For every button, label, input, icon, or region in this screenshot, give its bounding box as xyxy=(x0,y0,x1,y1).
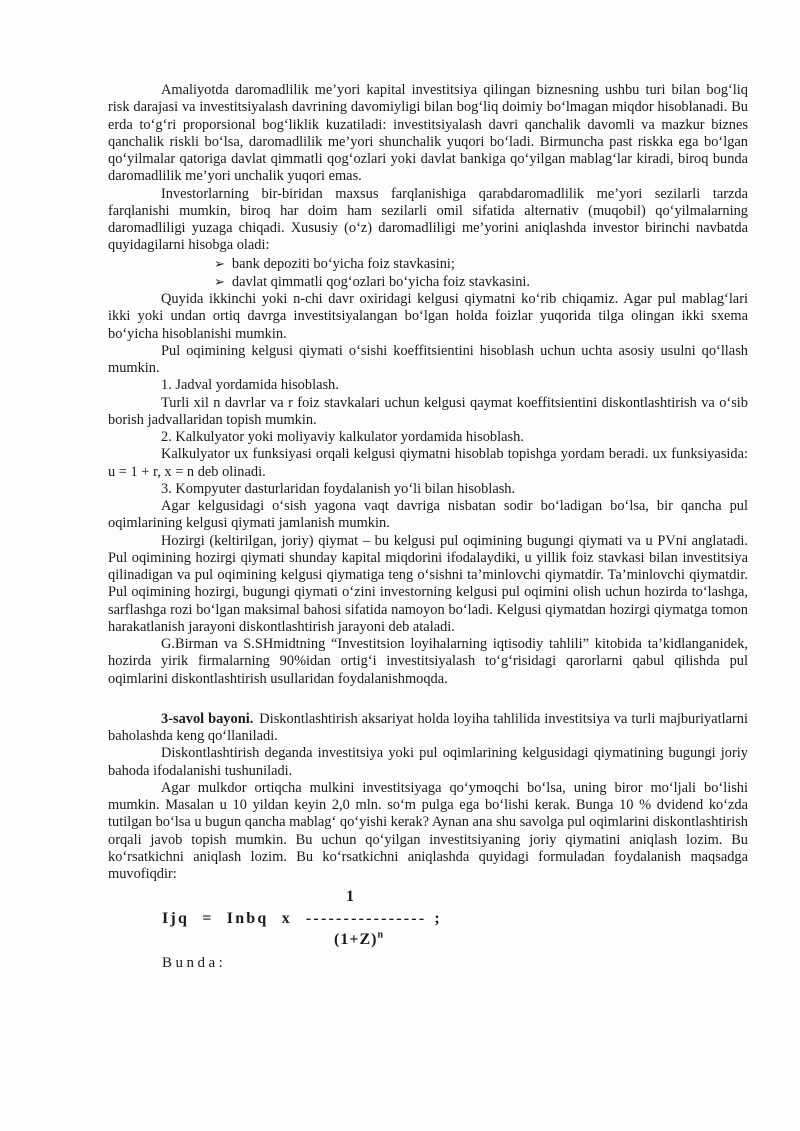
paragraph-amaliyotda: Amaliyotda daromadlilik me’yori kapital investitsiya qilingan biznesning ushbu turi bilan bogʻliq risk darajasi va investitsiyalash davrining davomiyligi bilan bogʻliq doimiy boʻlmagan miqdor hisoblanadi. Bu erda toʻgʻri proporsional bogʻliklik kuzatiladi: investitsiyalash davri qanchalik davomli va mazkur biznes qanchalik riskli boʻlsa, daromadlilik me’yori shunchalik yuqori boʻladi. Birmuncha past riskka ega boʻlgan qoʻyilmalar qatoriga davlat qimmatli qogʻozlari yoki davlat bankiga qoʻyilgan mablagʻlar kiradi, biroq bunda daromadlilik me’yori unchalik yuqori emas. xyxy=(108,82,748,185)
formula-discounting xyxy=(108,886,748,951)
bullet-item-bank-depoziti xyxy=(108,255,748,273)
formula-fraction-bar: ---------------- xyxy=(305,909,427,927)
paragraph-agar-mulkdor: Agar mulkdor ortiqcha mulkini investitsiyaga qoʻymoqchi boʻlsa, uning biror moʻljali boʻlishi mumkin. Masalan u 10 yildan keyin 2,0 mln. soʻm pulga ega boʻlishi kerak. Bunga 10 % dvidend koʻzda tutilgan boʻlsa u bugun qancha mablagʻ qoʻyishi kerak? Aynan ana shu savolga pul oqimlarini diskontlashtirish orqali javob topish mumkin. Bu uchun qoʻyilgan investitsiyaning joriy qiymatini aniqlash lozim. Bu koʻrsatkichni aniqlash lozim. Bu koʻrsatkichni aniqlashda quyidagi formuladan foydalanish maqsadga muvofiqdir: xyxy=(108,779,748,882)
blank-line xyxy=(108,688,748,711)
bullet-text: davlat qimmatli qogʻozlari boʻyicha foiz stavkasini. xyxy=(231,273,531,290)
arrow-bullet-icon: ➢ xyxy=(214,273,225,289)
text-block xyxy=(108,82,748,972)
list-item-method-2: 2. Kalkulyator yoki moliyaviy kalkulator yordamida hisoblash. xyxy=(161,429,524,445)
section-heading-3-savol: 3-savol bayoni. xyxy=(161,710,254,727)
paragraph-gbirman-shmidt: G.Birman va S.SHmidtning “Investitsion loyihalarning iqtisodiy tahlili” kitobida ta’kidlanganidek, hozirda yirik firmalarning 90%idan ortigʻi investitsiyalash toʻgʻrisidagi qarorlarni qabul qilishda pul oqimlarini diskontlashtirish usullaridan foydalanishmoqda. xyxy=(108,636,748,687)
paragraph-diskontlashtirish-deganda: Diskontlashtirish deganda investitsiya yoki pul oqimlarining kelgusidagi qiymatining bugungi joriy bahoda ifodalanishi tushuniladi. xyxy=(108,745,748,779)
paragraph-agar-kelgusidagi: Agar kelgusidagi oʻsish yagona vaqt davriga nisbatan sodir boʻladigan boʻlsa, bir qancha pul oqimlarining kelgusi qiymati jamlanish mumkin. xyxy=(108,498,748,532)
list-item-method-3: 3. Kompyuter dasturlaridan foydalanish yoʻli bilan hisoblash. xyxy=(161,480,516,497)
paragraph-pul-oqimining-usullar: Pul oqimining kelgusi qiymati oʻsishi koeffitsientini hisoblash uchun uchta asosiy usulni qoʻllash mumkin. xyxy=(108,342,748,376)
paragraph-kalkulyator-ux: Kalkulyator ux funksiyasi orqali kelgusi qiymatni hisoblab topishga yordam beradi. ux funksiyasida: u = 1 + r, x = n deb olinadi. xyxy=(108,446,748,480)
bullet-item-davlat-qogozlari xyxy=(108,273,748,291)
paragraph-quyida-ikkinchi: Quyida ikkinchi yoki n-chi davr oxiridagi kelgusi qiymatni koʻrib chiqamiz. Agar pul mablagʻlari ikki yoki undan ortiq davrga investitsiyalangan boʻlgan holda foizlar yuqorida tilga olingan ikki sxema boʻyicha hisoblanishi mumkin. xyxy=(108,291,748,342)
arrow-bullet-icon: ➢ xyxy=(214,255,225,271)
paragraph-3-savol-bayoni xyxy=(108,711,748,746)
formula-lhs: Ijq = Inbq x xyxy=(162,909,292,927)
paragraph-investorlarning: Investorlarning bir-biridan maxsus farqlanishiga qarabdaromadlilik me’yori sezilarli tarzda farqlanishi mumkin, biroq har doim ham sezilarli omil sifatida alternativ (muqobil) qoʻyilmalarning daromadliligi yuzaga chiqadi. Xususiy (oʻz) daromadliligi me’yorini aniqlashda investor birinchi navbatda quyidagilarni hisobga oladi: xyxy=(108,185,748,254)
formula-denominator-base: (1+Z) xyxy=(334,931,378,949)
paragraph-turli-xil: Turli xil n davrlar va r foiz stavkalari uchun kelgusi qaymat koeffitsientini diskontlashtirish va oʻsib borish jadvallaridan topish mumkin. xyxy=(108,394,748,428)
section-heading-rest: Diskontlashtirish aksariyat holda loyiha tahlilida investitsiya va turli majburiyatlarni baholashda keng qoʻllaniladi. xyxy=(108,710,748,744)
paragraph-hozirgi-qiymat: Hozirgi (keltirilgan, joriy) qiymat – bu kelgusi pul oqimining bugungi qiymati va u PVni anglatadi. Pul oqimining hozirgi qiymati shunday kapital miqdorini ifodalaydiki, u yillik foiz stavkasi bilan investitsiya qilinadigan va pul oqimining kelgusi qiymatiga teng oʻsishni ta’minlovchi qiymatdir. Ta’minlovchi qiymatdir. Pul oqimining hozirgi, bugungi qiymati oʻzini investorning kelgusi pul oqimini olish uchun hozirda toʻlashga, sarflashga rozi boʻlgan maksimal bahosi sifatida namoyon boʻladi. Kelgusi qiymatdan hozirgi qiymatga tomon harakatlanish jarayoni diskontlashtirish jarayoni deb ataladi. xyxy=(108,532,748,635)
bullet-text: bank depoziti boʻyicha foiz stavkasini; xyxy=(231,255,455,272)
list-item-method-1: 1. Jadval yordamida hisoblash. xyxy=(161,377,339,394)
formula-semicolon: ; xyxy=(434,909,442,927)
formula-numerator-value: 1 xyxy=(346,888,354,906)
formula-exponent: n xyxy=(377,929,385,941)
formula-numerator xyxy=(108,886,748,908)
label-bunda: Bunda: xyxy=(162,954,227,971)
formula-denominator xyxy=(108,929,748,951)
formula-main-line xyxy=(108,908,748,930)
